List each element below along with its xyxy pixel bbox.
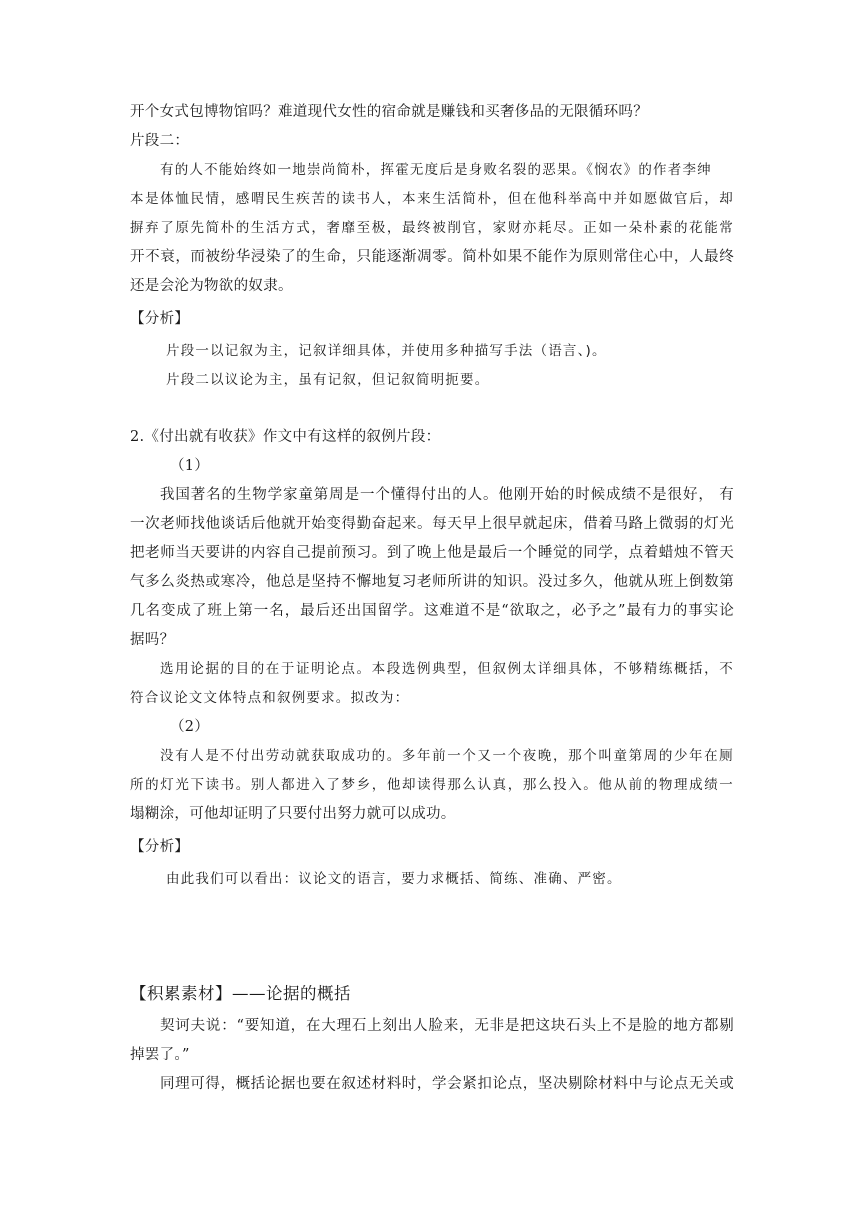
paragraph-line: 一次老师找他谈话后他就开始变得勤奋起来。每天早上很早就起床，借着马路上微弱的灯光	[130, 516, 734, 532]
paragraph-line: 所的灯光下读书。别人都进入了梦乡，他却读得那么认真，那么投入。他从前的物理成绩一	[130, 777, 734, 793]
paragraph-line: 本是体恤民情，感喟民生疾苦的读书人，本来生活简朴，但在他科举高中并如愿做官后，却	[130, 191, 734, 207]
paragraph-line: 选用论据的目的在于证明论点。本段选例典型，但叙例太详细具体，不够精练概括，不	[160, 661, 734, 677]
paragraph-line: 几名变成了班上第一名，最后还出国留学。这难道不是“欲取之，必予之”最有力的事实论	[130, 603, 734, 619]
analysis-heading: 【分析】	[130, 311, 190, 327]
analysis-heading: 【分析】	[130, 839, 190, 855]
analysis-line: 由此我们可以看出：议论文的语言，要力求概括、简练、准确、严密。	[166, 871, 622, 887]
section-label: 片段二：	[130, 133, 190, 149]
paragraph-line: 同理可得，概括论据也要在叙述材料时，学会紧扣论点，坚决剔除材料中与论点无关或	[160, 1076, 734, 1092]
analysis-line: 片段二以议论为主，虽有记叙，但记叙简明扼要。	[166, 372, 490, 388]
paragraph-line: 把老师当天要讲的内容自己提前预习。到了晚上他是最后一个睡觉的同学，点着蜡烛不管天	[130, 545, 734, 561]
paragraph-line: 还是会沦为物欲的奴隶。	[130, 278, 293, 294]
paragraph-line: 开个女式包博物馆吗？难道现代女性的宿命就是赚钱和买奢侈品的无限循环吗？	[130, 104, 648, 120]
paragraph-line: 没有人是不付出劳动就获取成功的。多年前一个又一个夜晚，那个叫童第周的少年在厕	[160, 748, 734, 764]
paragraph-line: 塌糊涂，可他却证明了只要付出努力就可以成功。	[130, 806, 456, 822]
paragraph-line: 有的人不能始终如一地崇尚简朴，挥霍无度后是身败名裂的恶果。《悯农》的作者李绅	[160, 162, 712, 178]
analysis-line: 片段一以记叙为主，记叙详细具体，并使用多种描写手法（语言、)。	[166, 343, 607, 359]
paragraph-line: 气多么炎热或寒冷，他总是坚持不懈地复习老师所讲的知识。没过多久，他就从班上倒数第	[130, 574, 734, 590]
question-title: 2.《付出就有收获》作文中有这样的叙例片段：	[130, 429, 441, 445]
paragraph-line: 开不衰，而被纷华浸染了的生命，只能逐渐凋零。简朴如果不能作为原则常住心中，人最终	[130, 249, 734, 265]
section-heading: 【积累素材】——论据的概括	[130, 984, 351, 1003]
paragraph-line: 符合议论文文体特点和叙例要求。拟改为：	[130, 690, 410, 706]
paragraph-line: 据吗？	[130, 632, 175, 648]
paragraph-line: 我国著名的生物学家童第周是一个懂得付出的人。他刚开始的时候成绩不是很好， 有	[160, 487, 734, 503]
paragraph-line: 掉罢了。”	[130, 1047, 190, 1063]
paragraph-line: 摒弃了原先简朴的生活方式，奢靡至极，最终被削官，家财亦耗尽。正如一朵朴素的花能常	[130, 220, 734, 236]
item-number: （1）	[170, 458, 210, 474]
paragraph-line: 契诃夫说：“要知道，在大理石上刻出人脸来，无非是把这块石头上不是脸的地方都剔	[160, 1018, 734, 1034]
item-number: （2）	[170, 719, 210, 735]
